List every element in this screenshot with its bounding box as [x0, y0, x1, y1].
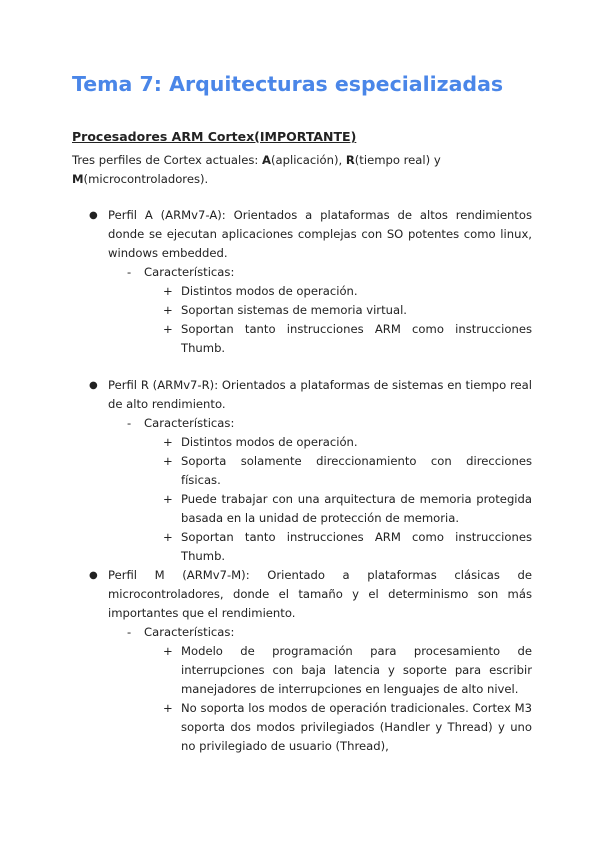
list-item: [72, 282, 532, 301]
list-item-text: Puede trabajar con una arquitectura de memoria protegida basada en la unidad de protección de memoria.: [181, 492, 532, 525]
profile-m-text: Perfil M (ARMv7-M): Orientado a plataformas clásicas de microcontroladores, donde el tamaño y el determinismo son más importantes que el rendimiento.: [108, 568, 532, 620]
list-item: [72, 699, 532, 756]
bullet-marker: ●: [89, 570, 98, 581]
profile-r-block: [72, 376, 532, 566]
characteristics-label: Características:: [144, 265, 235, 279]
profile-r-text: Perfil R (ARMv7-R): Orientados a plataformas de sistemas en tiempo real de alto rendimiento.: [108, 378, 532, 411]
intro-prefix: Tres perfiles de Cortex actuales:: [72, 153, 263, 167]
list-item-text: Modelo de programación para procesamiento de interrupciones con baja latencia y soporte para escribir manejadores de interrupciones en lenguajes de alto nivel.: [181, 644, 532, 696]
list-item: [72, 490, 532, 528]
list-item-text: Soportan sistemas de memoria virtual.: [181, 303, 407, 317]
list-item: [72, 433, 532, 452]
intro-m-letter: M: [72, 172, 84, 186]
profile-m-block: [72, 566, 532, 756]
profile-a-item: [72, 206, 532, 263]
intro-r-letter: R: [345, 153, 355, 167]
characteristics-label: Características:: [144, 416, 235, 430]
list-item: [72, 301, 532, 320]
dash-marker: -: [127, 416, 132, 430]
profile-m-characteristics: [72, 623, 532, 642]
characteristics-label: Características:: [144, 625, 235, 639]
section-heading: Procesadores ARM Cortex(IMPORTANTE): [72, 129, 357, 144]
document-title: Tema 7: Arquitecturas especializadas: [72, 72, 504, 96]
list-item: [72, 528, 532, 566]
intro-a-text: (aplicación),: [271, 153, 346, 167]
plus-marker: +: [163, 454, 173, 468]
plus-marker: +: [163, 322, 173, 336]
plus-marker: +: [163, 701, 173, 715]
dash-marker: -: [127, 625, 132, 639]
bullet-marker: ●: [89, 380, 98, 391]
list-item-text: Soporta solamente direccionamiento con direcciones físicas.: [181, 454, 532, 487]
profile-a-text: Perfil A (ARMv7-A): Orientados a plataformas de altos rendimientos donde se ejecutan aplicaciones complejas con SO potentes como linux, windows embedded.: [108, 208, 532, 260]
profile-a-characteristics: [72, 263, 532, 282]
plus-marker: +: [163, 644, 173, 658]
dash-marker: -: [127, 265, 132, 279]
profile-a-block: [72, 206, 532, 358]
list-item: [72, 642, 532, 699]
bullet-marker: ●: [89, 210, 98, 221]
list-item: [72, 452, 532, 490]
list-item-text: Distintos modos de operación.: [181, 435, 358, 449]
profile-r-characteristics: [72, 414, 532, 433]
list-item-text: No soporta los modos de operación tradicionales. Cortex M3 soporta dos modos privilegiados (Handler y Thread) y uno no privilegiado de usuario (Thread),: [181, 701, 532, 753]
intro-r-text: (tiempo real) y: [354, 153, 441, 167]
intro-m-text: (microcontroladores).: [83, 172, 209, 186]
plus-marker: +: [163, 435, 173, 449]
profile-r-item: [72, 376, 532, 414]
intro-a-letter: A: [262, 153, 271, 167]
intro-paragraph: [72, 151, 512, 189]
profile-m-item: [72, 566, 532, 623]
list-item-text: Soportan tanto instrucciones ARM como instrucciones Thumb.: [181, 530, 532, 563]
plus-marker: +: [163, 492, 173, 506]
list-item-text: Distintos modos de operación.: [181, 284, 358, 298]
list-item: [72, 320, 532, 358]
list-item-text: Soportan tanto instrucciones ARM como instrucciones Thumb.: [181, 322, 532, 355]
plus-marker: +: [163, 284, 173, 298]
plus-marker: +: [163, 530, 173, 544]
plus-marker: +: [163, 303, 173, 317]
